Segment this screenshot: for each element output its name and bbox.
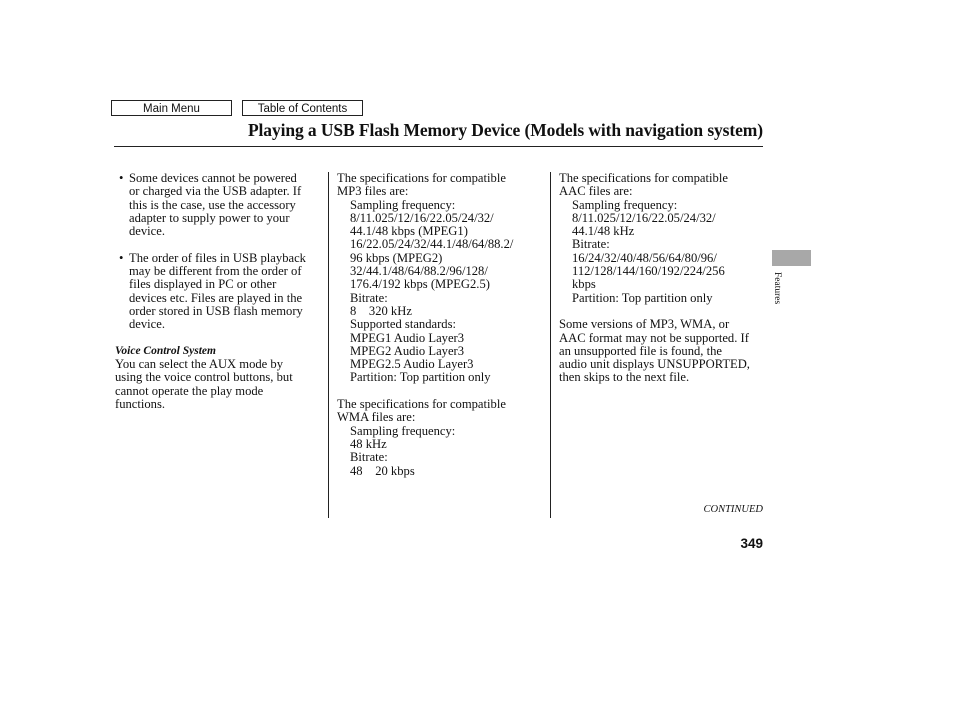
column-divider [328, 172, 329, 518]
text-line: The order of files in USB playback [129, 250, 306, 265]
text-line: using the voice control buttons, but [115, 370, 293, 385]
column-divider [550, 172, 551, 518]
text-line: 176.4/192 kbps (MPEG2.5) [350, 277, 490, 292]
text-line: Some devices cannot be powered [129, 171, 297, 185]
column-2 [337, 172, 547, 478]
text-line: Bitrate: [350, 290, 388, 305]
text-line: files displayed in PC or other [129, 277, 277, 292]
wma-spec-list [337, 425, 547, 478]
text-line: 8 320 kHz [350, 303, 412, 318]
section-label: Features [772, 272, 782, 305]
text-line: 8/11.025/12/16/22.05/24/32/ [350, 210, 494, 225]
text-line: or charged via the USB adapter. If [129, 184, 302, 199]
text-line: 96 kbps (MPEG2) [350, 250, 443, 265]
text-line: MPEG2 Audio Layer3 [350, 343, 465, 358]
main-menu-button[interactable]: Main Menu [111, 100, 232, 116]
text-line: The specifications for compatible [337, 397, 506, 412]
text-line: adapter to supply power to your [129, 210, 290, 225]
text-line: device. [129, 317, 166, 332]
text-line: kbps [572, 277, 596, 292]
text-line: devices etc. Files are played in the [129, 290, 303, 305]
text-line: functions. [115, 397, 166, 412]
text-line: WMA files are: [337, 410, 416, 425]
text-line: device. [129, 224, 166, 239]
text-line: an unsupported file is found, the [559, 343, 722, 358]
text-line: MPEG1 Audio Layer3 [350, 330, 465, 345]
text-line: Bitrate: [572, 237, 610, 252]
text-line: MPEG2.5 Audio Layer3 [350, 357, 474, 372]
text-line: The specifications for compatible [337, 171, 506, 185]
text-line: 16/24/32/40/48/56/64/80/96/ [572, 250, 717, 265]
text-line: Sampling frequency: [350, 423, 456, 438]
text-line: 48 kHz [350, 436, 387, 451]
text-line: 44.1/48 kbps (MPEG1) [350, 224, 468, 239]
text-line: 112/128/144/160/192/224/256 [572, 264, 725, 279]
text-line: You can select the AUX mode by [115, 357, 284, 372]
text-line: Some versions of MP3, WMA, or [559, 317, 730, 332]
text-line: The specifications for compatible [559, 171, 728, 185]
continued-label: CONTINUED [703, 504, 763, 515]
subheading: Voice Control System [115, 344, 216, 357]
table-of-contents-button[interactable]: Table of Contents [242, 100, 363, 116]
aac-spec-list [559, 199, 769, 305]
bullet-item [115, 172, 325, 238]
text-line: Partition: Top partition only [572, 290, 713, 305]
section-tab [772, 250, 811, 266]
text-line: Partition: Top partition only [350, 370, 491, 385]
text-line: Sampling frequency: [572, 197, 678, 212]
text-line: 32/44.1/48/64/88.2/96/128/ [350, 264, 488, 279]
text-line: Bitrate: [350, 450, 388, 465]
text-line: Supported standards: [350, 317, 456, 332]
page-title: Playing a USB Flash Memory Device (Models with navigation system) [247, 120, 763, 140]
column-3 [559, 172, 769, 385]
bullet-icon: • [119, 171, 124, 185]
text-line: cannot operate the play mode [115, 383, 264, 398]
text-line: this is the case, use the accessory [129, 197, 296, 212]
text-line: AAC format may not be supported. If [559, 330, 749, 345]
text-line: 44.1/48 kHz [572, 224, 635, 239]
bullet-item [115, 252, 325, 332]
text-line: Sampling frequency: [350, 197, 456, 212]
column-1 [115, 172, 325, 411]
text-line: then skips to the next file. [559, 370, 690, 385]
mp3-spec-list [337, 199, 547, 385]
text-line: audio unit displays UNSUPPORTED, [559, 357, 750, 372]
page-number: 349 [740, 536, 763, 551]
text-line: 16/22.05/24/32/44.1/48/64/88.2/ [350, 237, 514, 252]
text-line: AAC files are: [559, 184, 633, 199]
text-line: MP3 files are: [337, 184, 409, 199]
text-line: order stored in USB flash memory [129, 303, 303, 318]
text-line: 8/11.025/12/16/22.05/24/32/ [572, 210, 716, 225]
text-line: 48 20 kbps [350, 463, 415, 478]
bullet-icon: • [119, 250, 124, 265]
text-line: may be different from the order of [129, 264, 302, 279]
title-rule [114, 146, 763, 147]
